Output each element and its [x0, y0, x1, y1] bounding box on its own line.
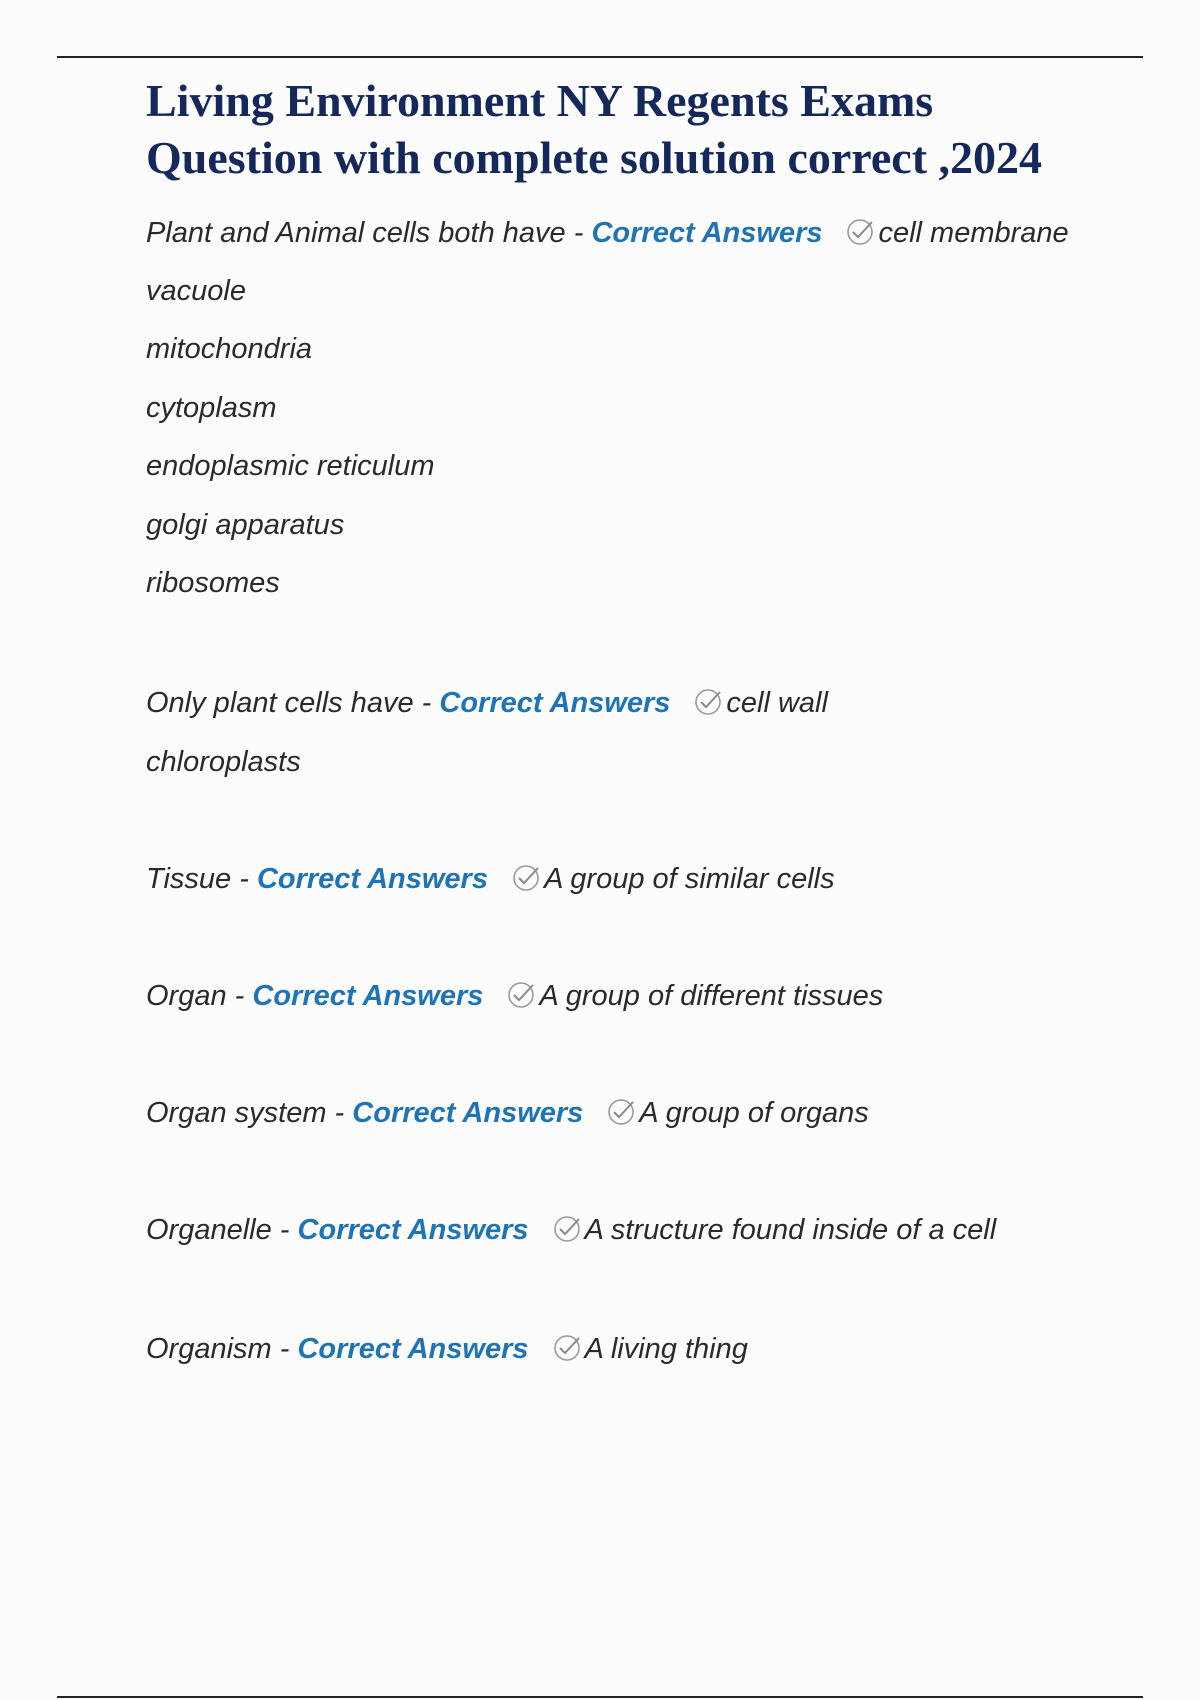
check-circle-icon: [507, 981, 539, 1009]
correct-answers-label: Correct Answers: [252, 980, 484, 1012]
answer-line: mitochondria: [146, 333, 313, 365]
separator: -: [226, 980, 253, 1012]
question-text: Tissue: [146, 863, 232, 895]
answer-line: vacuole: [146, 275, 246, 307]
correct-answers-label: Correct Answers: [256, 863, 488, 895]
correct-answers-label: Correct Answers: [439, 687, 671, 719]
answer-line: golgi apparatus: [146, 509, 345, 541]
qa-item-organism: [146, 1331, 748, 1367]
correct-answers-label: Correct Answers: [352, 1097, 584, 1129]
answer-line: cytoplasm: [146, 392, 277, 424]
question-text: Only plant cells have: [146, 687, 414, 719]
answer-line: chloroplasts: [146, 746, 301, 778]
document-title: [146, 72, 1042, 186]
correct-answers-label: Correct Answers: [591, 217, 823, 249]
answer-line: ribosomes: [146, 567, 280, 599]
title-line-1: Living Environment NY Regents Exams: [146, 75, 934, 126]
qa-item-organ-system: [146, 1095, 869, 1131]
check-circle-icon: [607, 1098, 639, 1126]
answer-text: A group of similar cells: [543, 863, 835, 895]
check-circle-icon: [846, 218, 878, 246]
title-line-2: Question with complete solution correct ,2024: [146, 132, 1043, 183]
answer-text: A group of different tissues: [539, 980, 884, 1012]
correct-answers-label: Correct Answers: [297, 1214, 529, 1246]
separator: -: [271, 1333, 298, 1365]
check-circle-icon: [553, 1215, 585, 1243]
qa-item-tissue: [146, 861, 835, 897]
bottom-rule: [57, 1696, 1143, 1698]
separator: -: [413, 687, 440, 719]
separator: -: [271, 1214, 298, 1246]
qa-item-plant-only: [146, 685, 828, 721]
qa-item-organelle: [146, 1212, 996, 1248]
separator: -: [326, 1097, 353, 1129]
question-text: Organ system: [146, 1097, 327, 1129]
question-text: Organism: [146, 1333, 272, 1365]
check-circle-icon: [694, 688, 726, 716]
answer-line: endoplasmic reticulum: [146, 450, 435, 482]
question-text: Organ: [146, 980, 227, 1012]
separator: -: [231, 863, 257, 895]
top-rule: [57, 56, 1143, 58]
answer-text: cell wall: [726, 687, 828, 719]
check-circle-icon: [512, 864, 544, 892]
answer-text: A living thing: [584, 1333, 748, 1365]
correct-answers-label: Correct Answers: [297, 1333, 529, 1365]
answer-text: A structure found inside of a cell: [584, 1214, 997, 1246]
qa-item-plant-animal: [146, 215, 1069, 251]
check-circle-icon: [553, 1334, 585, 1362]
answer-text: A group of organs: [639, 1097, 869, 1129]
answer-text: cell membrane: [878, 217, 1069, 249]
separator: -: [565, 217, 592, 249]
question-text: Plant and Animal cells both have: [146, 217, 566, 249]
question-text: Organelle: [146, 1214, 272, 1246]
qa-item-organ: [146, 978, 883, 1014]
